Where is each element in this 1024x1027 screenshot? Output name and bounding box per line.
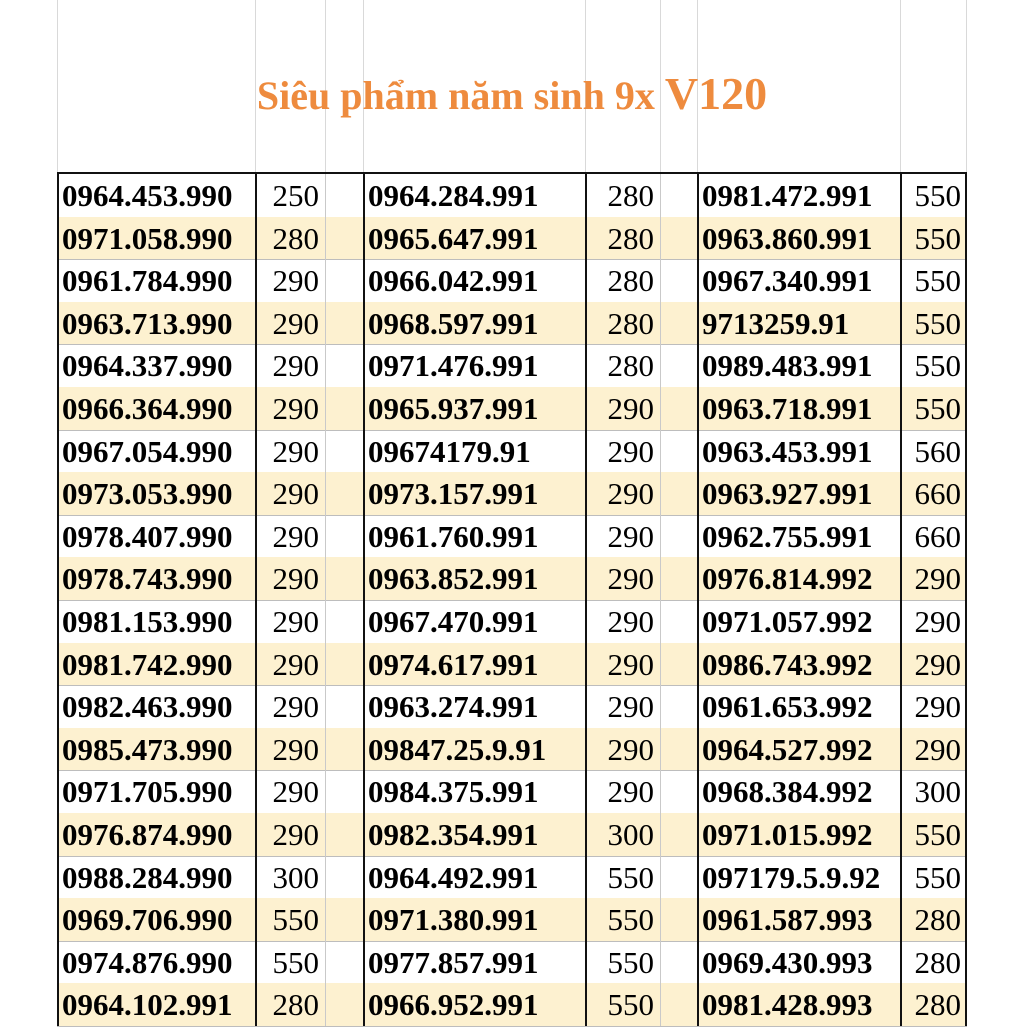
price-cell: 290	[607, 518, 654, 554]
price-cell: 290	[272, 348, 319, 384]
phone-number-cell: 0982.354.991	[368, 817, 539, 852]
phone-number-cell: 0981.472.991	[702, 178, 873, 213]
price-cell: 280	[607, 263, 654, 299]
table-row	[57, 344, 967, 388]
phone-number-cell: 0973.053.990	[62, 476, 233, 512]
price-cell: 280	[607, 220, 654, 256]
price-cell: 280	[272, 220, 319, 256]
price-cell: 290	[272, 604, 319, 639]
price-cell: 660	[914, 518, 961, 554]
column-border	[585, 174, 587, 1026]
price-cell: 280	[607, 178, 654, 213]
price-cell: 290	[914, 561, 961, 597]
column-border	[255, 174, 257, 1026]
price-cell: 290	[914, 731, 961, 767]
price-cell: 290	[607, 433, 654, 469]
price-cell: 290	[272, 518, 319, 554]
price-cell: 280	[607, 348, 654, 384]
phone-number-cell: 0971.380.991	[368, 902, 539, 938]
column-border	[660, 174, 661, 1026]
phone-number-cell: 0982.463.990	[62, 689, 233, 725]
phone-number-cell: 0966.042.991	[368, 263, 539, 299]
table-row	[57, 983, 967, 1027]
number-table	[57, 172, 967, 1026]
price-cell: 300	[914, 774, 961, 810]
phone-number-cell: 0961.760.991	[368, 518, 539, 554]
column-border	[325, 174, 326, 1026]
price-cell: 550	[272, 944, 319, 980]
phone-number-cell: 0963.713.990	[62, 305, 233, 341]
price-cell: 550	[914, 263, 961, 299]
table-row	[57, 387, 967, 431]
phone-number-cell: 0963.927.991	[702, 476, 873, 512]
title-code: V120	[664, 68, 768, 119]
price-cell: 290	[272, 305, 319, 341]
phone-number-cell: 0971.057.992	[702, 604, 873, 639]
price-cell: 290	[607, 731, 654, 767]
phone-number-cell: 0967.470.991	[368, 604, 539, 639]
table-row	[57, 813, 967, 857]
phone-number-cell: 0961.587.993	[702, 902, 873, 938]
phone-number-cell: 0978.407.990	[62, 518, 233, 554]
price-cell: 290	[272, 561, 319, 597]
phone-number-cell: 0973.157.991	[368, 476, 539, 512]
price-cell: 290	[607, 391, 654, 426]
price-cell: 290	[914, 646, 961, 682]
table-row	[57, 217, 967, 261]
phone-number-cell: 0966.952.991	[368, 987, 539, 1023]
table-row	[57, 174, 967, 218]
price-cell: 550	[914, 859, 961, 895]
price-cell: 300	[272, 859, 319, 895]
phone-number-cell: 0989.483.991	[702, 348, 873, 384]
price-cell: 660	[914, 476, 961, 512]
phone-number-cell: 0967.340.991	[702, 263, 873, 299]
price-cell: 550	[914, 220, 961, 256]
phone-number-cell: 0963.852.991	[368, 561, 539, 597]
phone-number-cell: 0976.874.990	[62, 817, 233, 852]
table-row	[57, 600, 967, 644]
phone-number-cell: 09847.25.9.91	[368, 731, 547, 767]
phone-number-cell: 0963.453.991	[702, 433, 873, 469]
phone-number-cell: 0968.384.992	[702, 774, 873, 810]
price-cell: 290	[272, 646, 319, 682]
price-cell: 280	[607, 305, 654, 341]
price-cell: 290	[607, 561, 654, 597]
price-cell: 290	[607, 476, 654, 512]
phone-number-cell: 0974.876.990	[62, 944, 233, 980]
price-cell: 290	[272, 433, 319, 469]
phone-number-cell: 0971.705.990	[62, 774, 233, 810]
sheet-title	[0, 64, 1024, 126]
table-row	[57, 643, 967, 687]
phone-number-cell: 0981.153.990	[62, 604, 233, 639]
price-cell: 550	[914, 391, 961, 426]
column-border	[57, 174, 59, 1026]
price-cell: 290	[607, 646, 654, 682]
table-row	[57, 472, 967, 516]
price-cell: 550	[914, 305, 961, 341]
price-cell: 550	[607, 859, 654, 895]
price-cell: 550	[607, 944, 654, 980]
price-cell: 550	[272, 902, 319, 938]
phone-number-cell: 0977.857.991	[368, 944, 539, 980]
price-cell: 280	[914, 944, 961, 980]
price-cell: 290	[607, 604, 654, 639]
column-border	[965, 174, 967, 1026]
phone-number-cell: 0976.814.992	[702, 561, 873, 597]
phone-number-cell: 0965.647.991	[368, 220, 539, 256]
phone-number-cell: 0966.364.990	[62, 391, 233, 426]
price-cell: 290	[272, 774, 319, 810]
phone-number-cell: 0971.015.992	[702, 817, 873, 852]
table-row	[57, 515, 967, 559]
phone-number-cell: 0984.375.991	[368, 774, 539, 810]
phone-number-cell: 0963.274.991	[368, 689, 539, 725]
price-cell: 550	[914, 178, 961, 213]
price-cell: 290	[607, 689, 654, 725]
phone-number-cell: 0964.492.991	[368, 859, 539, 895]
table-row	[57, 856, 967, 900]
price-cell: 290	[272, 476, 319, 512]
phone-number-cell: 0971.058.990	[62, 220, 233, 256]
column-border	[900, 174, 902, 1026]
phone-number-cell: 0967.054.990	[62, 433, 233, 469]
table-row	[57, 557, 967, 601]
price-cell: 300	[607, 817, 654, 852]
price-cell: 290	[272, 689, 319, 725]
table-row	[57, 898, 967, 942]
price-cell: 290	[914, 689, 961, 725]
price-cell: 290	[272, 391, 319, 426]
phone-number-cell: 0961.653.992	[702, 689, 873, 725]
phone-number-cell: 9713259.91	[702, 305, 850, 341]
price-cell: 560	[914, 433, 961, 469]
phone-number-cell: 0968.597.991	[368, 305, 539, 341]
phone-number-cell: 0965.937.991	[368, 391, 539, 426]
phone-number-cell: 0964.284.991	[368, 178, 539, 213]
price-cell: 290	[607, 774, 654, 810]
phone-number-cell: 09674179.91	[368, 433, 531, 469]
price-cell: 550	[914, 817, 961, 852]
phone-number-cell: 097179.5.9.92	[702, 859, 881, 895]
phone-number-cell: 0981.428.993	[702, 987, 873, 1023]
table-row	[57, 728, 967, 772]
column-border	[363, 174, 365, 1026]
price-cell: 290	[914, 604, 961, 639]
phone-number-cell: 0961.784.990	[62, 263, 233, 299]
price-cell: 550	[607, 902, 654, 938]
column-border	[697, 174, 699, 1026]
phone-number-cell: 0963.718.991	[702, 391, 873, 426]
price-cell: 280	[272, 987, 319, 1023]
phone-number-cell: 0964.527.992	[702, 731, 873, 767]
price-cell: 280	[914, 987, 961, 1023]
phone-number-cell: 0986.743.992	[702, 646, 873, 682]
phone-number-cell: 0969.706.990	[62, 902, 233, 938]
price-cell: 290	[272, 731, 319, 767]
title-text: Siêu phẩm năm sinh 9x	[256, 73, 655, 118]
phone-number-cell: 0974.617.991	[368, 646, 539, 682]
phone-number-cell: 0963.860.991	[702, 220, 873, 256]
phone-number-cell: 0988.284.990	[62, 859, 233, 895]
price-cell: 290	[272, 263, 319, 299]
table-row	[57, 941, 967, 985]
phone-number-cell: 0969.430.993	[702, 944, 873, 980]
phone-number-cell: 0981.742.990	[62, 646, 233, 682]
price-cell: 280	[914, 902, 961, 938]
phone-number-cell: 0985.473.990	[62, 731, 233, 767]
price-cell: 290	[272, 817, 319, 852]
table-row	[57, 302, 967, 346]
table-row	[57, 685, 967, 729]
table-row	[57, 770, 967, 814]
phone-number-cell: 0971.476.991	[368, 348, 539, 384]
price-cell: 550	[607, 987, 654, 1023]
phone-number-cell: 0964.453.990	[62, 178, 233, 213]
phone-number-cell: 0964.102.991	[62, 987, 233, 1023]
phone-number-cell: 0978.743.990	[62, 561, 233, 597]
price-cell: 250	[272, 178, 319, 213]
phone-number-cell: 0962.755.991	[702, 518, 873, 554]
phone-number-cell: 0964.337.990	[62, 348, 233, 384]
table-row	[57, 259, 967, 303]
table-row	[57, 430, 967, 474]
price-cell: 550	[914, 348, 961, 384]
